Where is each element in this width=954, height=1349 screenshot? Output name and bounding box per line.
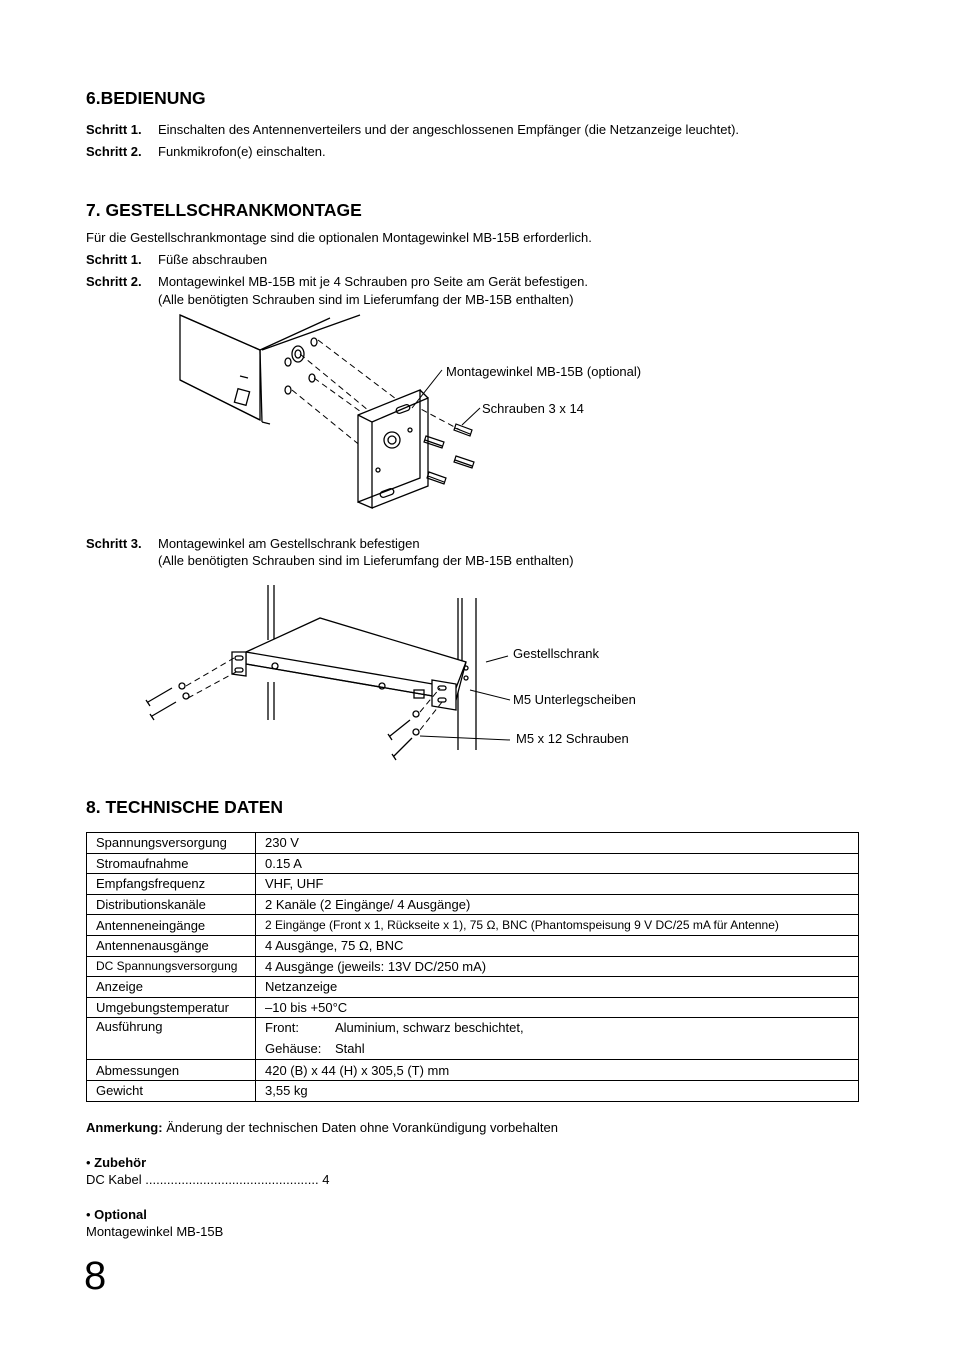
table-row	[87, 894, 859, 915]
spec-value: 420 (B) x 44 (H) x 305,5 (T) mm	[256, 1060, 859, 1081]
sec7-intro: Für die Gestellschrankmontage sind die optionalen Montagewinkel MB-15B erforderlich.	[86, 230, 592, 245]
bracket-mounting-figure	[0, 310, 954, 530]
sec7-step-3-note: (Alle benötigten Schrauben sind im Lieferumfang der MB-15B enthalten)	[158, 553, 574, 568]
optional-title: Optional	[94, 1207, 147, 1222]
table-row	[87, 997, 859, 1018]
section-8-title: 8. TECHNISCHE DATEN	[86, 797, 284, 817]
step-label: Schritt 2.	[86, 274, 142, 289]
section-6-title: 6.BEDIENUNG	[86, 88, 206, 108]
fig2-label-washers: M5 Unterlegscheiben	[513, 692, 636, 707]
fig1-label-bracket: Montagewinkel MB-15B (optional)	[446, 364, 642, 379]
spec-value: 0.15 A	[256, 853, 859, 874]
spec-key: Umgebungstemperatur	[87, 997, 256, 1018]
spec-value: 4 Ausgänge (jeweils: 13V DC/250 mA)	[256, 956, 859, 977]
spec-value: 230 V	[256, 833, 859, 854]
optional-item: Montagewinkel MB-15B	[86, 1224, 224, 1239]
step-text: Funkmikrofon(e) einschalten.	[158, 144, 326, 159]
spec-key: Anzeige	[87, 977, 256, 998]
table-row	[87, 1018, 859, 1060]
step-label: Schritt 2.	[86, 144, 142, 159]
table-row	[87, 977, 859, 998]
bullet-icon: •	[86, 1155, 95, 1170]
finish-front-value: Aluminium, schwarz beschichtet,	[335, 1020, 524, 1036]
step-label: Schritt 3.	[86, 536, 142, 551]
step-label: Schritt 1.	[86, 122, 142, 137]
table-row	[87, 874, 859, 895]
spec-value: 3,55 kg	[256, 1080, 859, 1101]
spec-key: Ausführung	[87, 1018, 256, 1060]
table-row	[87, 935, 859, 956]
table-row	[87, 1080, 859, 1101]
fig1-label-screws: Schrauben 3 x 14	[482, 401, 584, 416]
step-text: Montagewinkel MB-15B mit je 4 Schrauben pro Seite am Gerät befestigen.	[158, 274, 588, 289]
step-text: Einschalten des Antennenverteilers und der angeschlossenen Empfänger (die Netzanzeige leuchtet).	[158, 122, 740, 137]
finish-case-value: Stahl	[335, 1040, 365, 1056]
table-row	[87, 915, 859, 936]
rack-mounting-figure	[0, 580, 954, 770]
spec-value: Netzanzeige	[256, 977, 859, 998]
fig2-label-screws: M5 x 12 Schrauben	[516, 731, 629, 746]
spec-key: Stromaufnahme	[87, 853, 256, 874]
table-row	[87, 956, 859, 977]
table-row	[87, 853, 859, 874]
bullet-icon: •	[86, 1207, 95, 1222]
remark-label: Anmerkung:	[86, 1120, 163, 1135]
spec-key: Antenneneingänge	[87, 915, 256, 936]
spec-value: 4 Ausgänge, 75 Ω, BNC	[256, 935, 859, 956]
page-number: 8	[84, 1254, 107, 1298]
finish-front-label: Front:	[265, 1020, 299, 1036]
spec-key: Abmessungen	[87, 1060, 256, 1081]
finish-case-label: Gehäuse:	[265, 1040, 322, 1056]
step-text: Füße abschrauben	[158, 252, 268, 267]
spec-key: Distributionskanäle	[87, 894, 256, 915]
accessories-heading	[86, 1154, 146, 1171]
spec-key: Spannungsversorgung	[87, 833, 256, 854]
remark-text: Änderung der technischen Daten ohne Vorankündigung vorbehalten	[166, 1120, 558, 1135]
section-7-title: 7. GESTELLSCHRANKMONTAGE	[86, 200, 362, 220]
spec-key: DC Spannungsversorgung	[87, 956, 256, 977]
spec-value: VHF, UHF	[256, 874, 859, 895]
spec-value-finish	[256, 1018, 859, 1060]
remark	[86, 1119, 558, 1136]
spec-value: –10 bis +50°C	[256, 997, 859, 1018]
spec-key: Gewicht	[87, 1080, 256, 1101]
spec-table	[86, 832, 859, 1102]
accessories-title: Zubehör	[94, 1155, 147, 1170]
spec-key: Empfangsfrequenz	[87, 874, 256, 895]
accessories-item: DC Kabel ................................................ 4	[86, 1172, 330, 1187]
table-row	[87, 833, 859, 854]
step-label: Schritt 1.	[86, 252, 142, 267]
spec-value: 2 Eingänge (Front x 1, Rückseite x 1), 75 Ω, BNC (Phantomspeisung 9 V DC/25 mA für Antenne)	[256, 915, 859, 936]
optional-heading	[86, 1206, 147, 1223]
table-row	[87, 1060, 859, 1081]
spec-key: Antennenausgänge	[87, 935, 256, 956]
fig2-label-rack: Gestellschrank	[513, 646, 599, 661]
spec-value: 2 Kanäle (2 Eingänge/ 4 Ausgänge)	[256, 894, 859, 915]
sec7-step-2-note: (Alle benötigten Schrauben sind im Lieferumfang der MB-15B enthalten)	[158, 292, 574, 307]
step-text: Montagewinkel am Gestellschrank befestigen	[158, 536, 420, 551]
